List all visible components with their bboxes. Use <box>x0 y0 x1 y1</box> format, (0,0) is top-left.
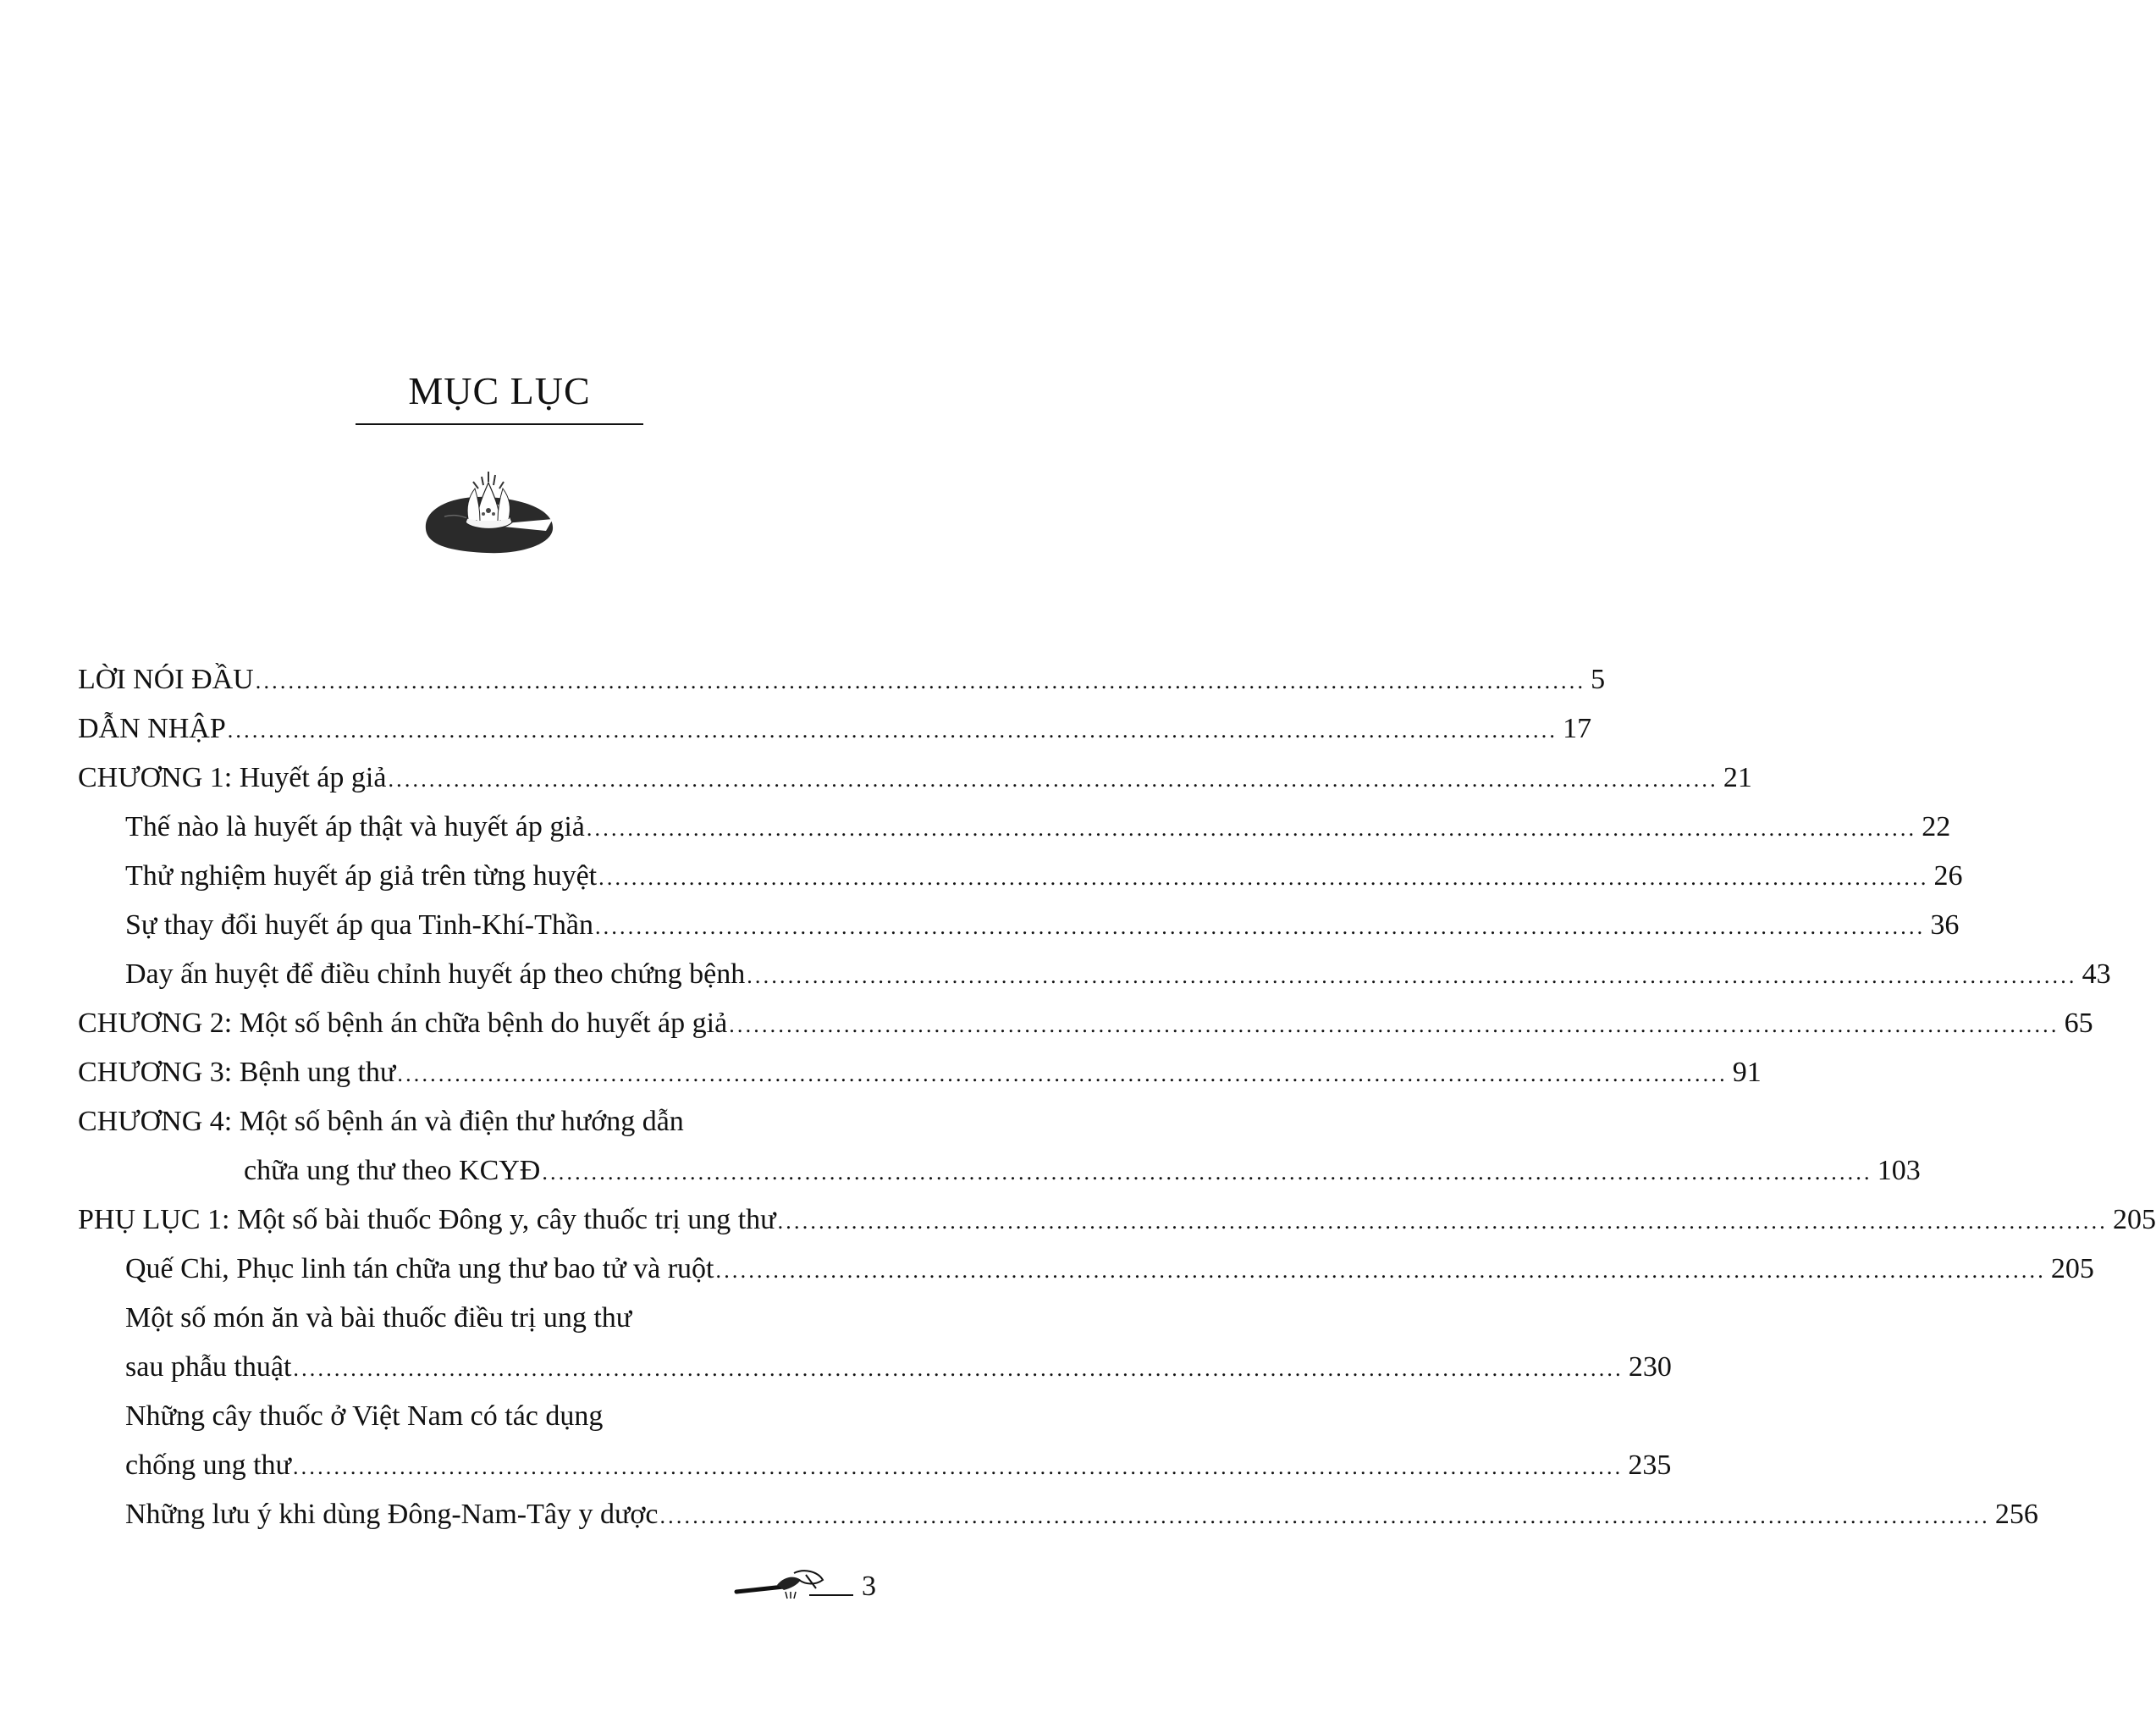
toc-entry <box>125 1346 1672 1389</box>
toc-entry <box>78 708 1592 750</box>
toc-entry <box>78 1052 1762 1094</box>
toc-entry-page: 26 <box>1933 860 1963 892</box>
toc-entry <box>125 1248 2094 1290</box>
toc-entry-label: CHƯƠNG 4: Một số bệnh án và điện thư hướng dẫn <box>78 1106 684 1137</box>
toc-entry-page: 36 <box>1930 909 1960 941</box>
dot-leader: .................................................................................................................................................................. <box>598 865 1929 890</box>
toc-entry-label: CHƯƠNG 1: Huyết áp giả <box>78 762 387 793</box>
toc-entry-page: 21 <box>1723 762 1752 793</box>
dot-leader: .................................................................................................................................................................. <box>292 1455 1624 1479</box>
toc-entry <box>125 855 1963 897</box>
toc-entry-page: 43 <box>2082 958 2111 990</box>
toc-entry-label: LỜI NÓI ĐẦU <box>78 664 254 695</box>
dot-leader: .................................................................................................................................................................. <box>594 914 1926 939</box>
toc-entry-page: 103 <box>1877 1155 1921 1186</box>
toc-entry-label: sau phẫu thuật <box>125 1351 292 1383</box>
toc-entry-label: Day ấn huyệt để điều chỉnh huyết áp theo chứng bệnh <box>125 958 746 990</box>
toc-entry-label: Sự thay đổi huyết áp qua Tinh-Khí-Thần <box>125 909 593 941</box>
dot-leader: .................................................................................................................................................................. <box>715 1258 2046 1283</box>
toc-entry <box>78 1199 2156 1241</box>
dot-leader: .................................................................................................................................................................. <box>659 1504 1990 1528</box>
dot-leader: .................................................................................................................................................................. <box>729 1013 2060 1037</box>
toc-entry-label: Quế Chi, Phục linh tán chữa ung thư bao tử và ruột <box>125 1253 714 1284</box>
toc-entry <box>125 1395 891 1438</box>
dot-leader: .................................................................................................................................................................. <box>255 669 1586 693</box>
toc-entry-label: chữa ung thư theo KCYĐ <box>244 1155 541 1186</box>
toc-entry-page: 91 <box>1732 1057 1762 1088</box>
toc-entry-page: 22 <box>1922 811 1951 842</box>
dot-leader: .................................................................................................................................................................. <box>586 816 1917 841</box>
toc-entry-label: CHƯƠNG 3: Bệnh ung thư <box>78 1057 396 1088</box>
toc-entry <box>78 1101 891 1143</box>
dot-leader: .................................................................................................................................................................. <box>227 718 1558 743</box>
dot-leader: .................................................................................................................................................................. <box>542 1160 1872 1185</box>
toc-entry-label: Những lưu ý khi dùng Đông-Nam-Tây y dược <box>125 1499 659 1530</box>
dot-leader: .................................................................................................................................................................. <box>388 767 1718 792</box>
toc-entry-page: 230 <box>1628 1351 1672 1383</box>
toc-entry-page: 65 <box>2064 1008 2093 1039</box>
toc-entry <box>78 659 1606 701</box>
toc-entry <box>125 953 2111 996</box>
toc-entry <box>78 757 1752 799</box>
toc-entry-page: 235 <box>1628 1450 1672 1481</box>
toc-entry <box>78 1002 2093 1045</box>
toc-entry-label: DẪN NHẬP <box>78 713 226 744</box>
dot-leader: .................................................................................................................................................................. <box>777 1209 2109 1234</box>
toc-entry <box>125 1297 891 1339</box>
dot-leader: .................................................................................................................................................................. <box>397 1062 1728 1086</box>
dot-leader: .................................................................................................................................................................. <box>293 1356 1624 1381</box>
toc-entry-page: 5 <box>1591 664 1606 695</box>
toc-entry <box>125 1494 2038 1536</box>
page-title: MỤC LỤC <box>408 369 591 412</box>
toc-entry <box>244 1150 1921 1192</box>
toc-entry-label: Thử nghiệm huyết áp giả trên từng huyệt <box>125 860 598 892</box>
toc-entry-label: Những cây thuốc ở Việt Nam có tác dụng <box>125 1400 604 1432</box>
toc-entry-page: 256 <box>1994 1499 2038 1530</box>
footer-ornament-icon <box>735 1566 853 1604</box>
toc-entry-page: 205 <box>2050 1253 2094 1284</box>
toc-entry-page: 17 <box>1563 713 1592 744</box>
toc-entry <box>125 806 1951 848</box>
toc-entry-label: Thế nào là huyết áp thật và huyết áp giả <box>125 811 585 842</box>
toc-entry <box>125 904 1960 947</box>
toc-entry-label: Một số món ăn và bài thuốc điều trị ung thư <box>125 1302 632 1334</box>
toc-entry <box>125 1444 1672 1487</box>
dot-leader: .................................................................................................................................................................. <box>747 964 2077 988</box>
toc-entry-label: CHƯƠNG 2: Một số bệnh án chữa bệnh do huyết áp giả <box>78 1008 728 1039</box>
toc-entry-label: PHỤ LỤC 1: Một số bài thuốc Đông y, cây thuốc trị ung thư <box>78 1204 776 1235</box>
toc-entry-page: 205 <box>2113 1204 2156 1235</box>
toc-entry-label: chống ung thư <box>125 1450 291 1481</box>
page-number: 3 <box>862 1571 876 1602</box>
